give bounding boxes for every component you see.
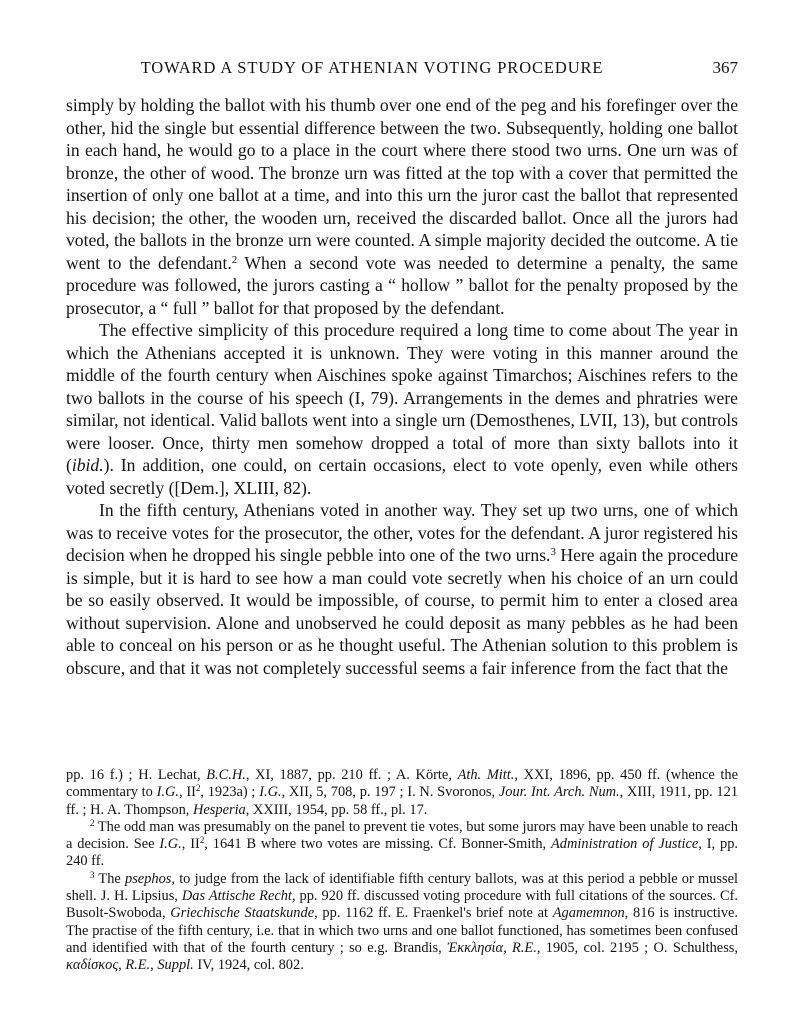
footnote-continuation: pp. 16 f.) ; H. Lechat, B.C.H., XI, 1887, pp. 210 ff. ; A. Körte, Ath. Mitt., XXI, 1896, pp. 450 ff. (whence the commentary to I.G., $II^2$, 1923a) ; I.G., XII, 5, 708, p. 197 ; I. N. Svoronos, Jour. Int. Arch. Num., XIII, 1911, pp. 121 ff. ; H. A. Thompson, Hesperia, XXIII, 1954, pp. 58 ff., pl. 17. [66,767,739,818]
running-head: TOWARD A STUDY OF ATHENIAN VOTING PROCEDURE [140,58,604,77]
footnote-ref: 3 [550,546,556,558]
paragraph: In the fifth century, Athenians voted in another way. They set up two urns, one of which was to receive votes for the prosecutor, the other, votes for the defendant. A juror registered his decision when he dropped his single pebble into one of the two urns.$^3$ Here again the procedure is simple, but it is hard to see how a man could vote secretly when his choice of an urn could be so easily observed. It would be impossible, of course, to permit him to enter a closed area without supervision. Alone and unobserved he could deposit as many pebbles as he had been able to conceal on his person or as he thought useful. The Athenian solution to this problem is obscure, and that it was not completely successful seems a fair inference from the fact that the [66,500,739,678]
page-number: 367 [712,58,738,77]
footnote-ref: 2 [231,253,238,266]
footnote-number: 3 [90,869,95,880]
paragraph: The effective simplicity of this procedure required a long time to come about The year in which the Athenians accepted it is unknown. They were voting in this manner around the middle of the fourth century when Aischines spoke against Timarchos; Aischines refers to the two ballots in the course of his speech (I, 79). Arrangements in the demes and phratries were similar, not identical. Valid ballots went into a single urn (Demosthenes, LVII, 13), but controls were looser. Once, thirty men somehow dropped a total of more than sixty ballots into it (ibid.). In addition, one could, on certain occasions, elect to vote openly, even while others voted secretly ([Dem.], XLIII, 82). [66,320,738,498]
page-header [66,58,738,84]
footnotes [66,767,738,975]
footnote-2: $^2$ The odd man was presumably on the panel to prevent tie votes, but some jurors may have been unable to reach a decision. See I.G., $II^2$, 1641 B where two votes are missing. Cf. Bonner-Smith, Administration of Justice, I, pp. 240 ff. [66,817,739,870]
footnote-3: $^3$ The psephos, to judge from the lack of identifiable fifth century ballots, was at this period a pebble or mussel shell. J. H. Lipsius, Das Attische Recht, pp. 920 ff. discussed voting procedure with full citations of the sources. Cf. Busolt-Swoboda, Griechische Staatskunde, pp. 1162 ff. E. Fraenkel's brief note at Agamemnon, 816 is instructive. The practise of the fifth century, i.e. that in which two urns and one ballot functioned, has sometimes been confused and identified with that of the fourth century ; so e.g. Brandis, Ἐκκλησία, R.E., 1905, col. 2195 ; O. Schulthess, καδίσκος, R.E., Suppl. IV, 1924, col. 802. [66,869,739,974]
paragraph: simply by holding the ballot with his thumb over one end of the peg and his forefinger over the other, hid the single but essential difference between the two. Subsequently, holding one ballot in each hand, he would go to a place in the court where there stood two urns. One urn was of bronze, the other of wood. The bronze urn was fitted at the top with a cover that permitted the insertion of only one ballot at a time, and into this urn the juror cast the ballot that represented his decision; the other, the wooden urn, received the discarded ballot. Once all the jurors had voted, the ballots in the bronze urn were counted. A simple majority decided the outcome. A tie went to the defendant.$^2$ When a second vote was needed to determine a penalty, the same procedure was followed, the jurors casting a “ hollow ” ballot for the penalty proposed by the prosecutor, a “ full ” ballot for that proposed by the defendant. [66,95,738,318]
footnote-number: 2 [90,817,95,828]
body-text [66,94,738,679]
